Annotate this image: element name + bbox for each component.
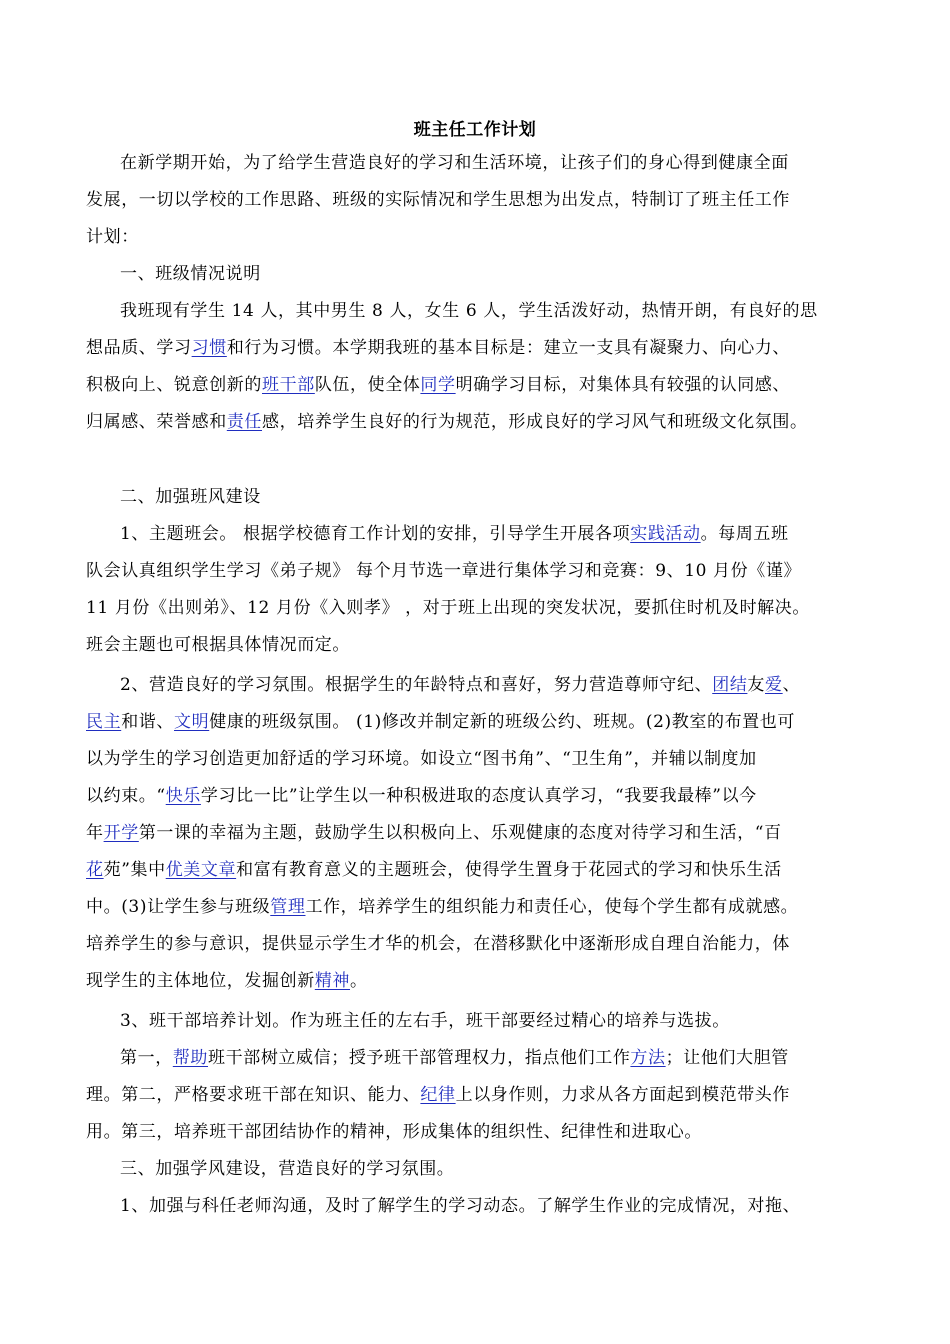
keyword-link[interactable]: 团结 bbox=[712, 675, 748, 695]
text-segment: 在新学期开始，为了给学生营造良好的学习和生活环境，让孩子们的身心得到健康全面 bbox=[120, 153, 789, 173]
paragraph-line bbox=[86, 632, 886, 658]
keyword-link[interactable]: 开学 bbox=[103, 823, 139, 843]
section-heading bbox=[120, 1156, 920, 1182]
keyword-link[interactable]: 责任 bbox=[226, 412, 263, 432]
paragraph-line bbox=[86, 709, 886, 735]
text-segment: 班干部树立威信；授予班干部管理权力，指点他们工作 bbox=[208, 1048, 631, 1068]
text-segment: 上以身作则，力求从各方面起到模范带头作 bbox=[455, 1085, 791, 1105]
text-segment: 1、主题班会。 根据学校德育工作计划的安排，引导学生开展各项 bbox=[120, 524, 631, 544]
text-segment: 和谐、 bbox=[121, 712, 175, 732]
keyword-link[interactable]: 优美文章 bbox=[165, 860, 237, 880]
text-segment: 队会认真组织学生学习《弟子规》 每个月节选一章进行集体学习和竞赛：9、10 月份《谨》 bbox=[86, 561, 802, 581]
paragraph-line bbox=[120, 298, 920, 324]
text-segment: 友 bbox=[747, 675, 766, 695]
paragraph-line bbox=[86, 857, 886, 883]
text-segment: 第一课的幸福为主题，鼓励学生以积极向上、乐观健康的态度对待学习和生活，“百 bbox=[138, 823, 782, 843]
text-segment: 、 bbox=[782, 675, 801, 695]
paragraph-line bbox=[120, 672, 920, 698]
text-segment: 以约束。“ bbox=[86, 786, 166, 806]
paragraph-line bbox=[120, 150, 920, 176]
paragraph-line bbox=[120, 1193, 920, 1219]
text-segment: 和富有教育意义的主题班会，使得学生置身于花园式的学习和快乐生活 bbox=[236, 860, 782, 880]
paragraph-line bbox=[86, 968, 886, 994]
keyword-link[interactable]: 方法 bbox=[630, 1048, 666, 1068]
text-segment: 第一， bbox=[120, 1048, 173, 1068]
text-segment: 二、加强班风建设 bbox=[120, 487, 261, 507]
paragraph-line bbox=[120, 1045, 920, 1071]
text-segment: 和行为习惯。本学期我班的基本目标是：建立一支具有凝聚力、向心力、 bbox=[226, 338, 791, 358]
text-segment: 归属感、荣誉感和 bbox=[86, 412, 227, 432]
paragraph-line bbox=[86, 558, 886, 584]
keyword-link[interactable]: 帮助 bbox=[172, 1048, 209, 1068]
keyword-link[interactable]: 同学 bbox=[420, 375, 456, 395]
text-segment: 计划： bbox=[86, 227, 139, 247]
paragraph-line bbox=[86, 372, 886, 398]
keyword-link[interactable]: 精神 bbox=[314, 971, 351, 991]
text-segment: 健康的班级氛围。 (1)修改并制定新的班级公约、班规。(2)教室的布置也可 bbox=[209, 712, 795, 732]
keyword-link[interactable]: 纪律 bbox=[420, 1085, 456, 1105]
keyword-link[interactable]: 民主 bbox=[86, 712, 122, 732]
keyword-link[interactable]: 班干部 bbox=[262, 375, 315, 395]
text-segment: 培养学生的参与意识，提供显示学生才华的机会，在潜移默化中逐渐形成自理自治能力，体 bbox=[86, 934, 790, 954]
paragraph-line bbox=[86, 224, 886, 250]
text-segment: 。每周五班 bbox=[700, 524, 789, 544]
text-segment: 三、加强学风建设，营造良好的学习氛围。 bbox=[120, 1159, 455, 1179]
text-segment: 理。第二，严格要求班干部在知识、能力、 bbox=[86, 1085, 421, 1105]
text-segment: 一、班级情况说明 bbox=[120, 264, 261, 284]
text-segment: 以为学生的学习创造更加舒适的学习环境。如设立“图书角”、“卫生角”，并辅以制度加 bbox=[86, 749, 757, 769]
text-segment: 明确学习目标，对集体具有较强的认同感、 bbox=[455, 375, 791, 395]
section-heading bbox=[120, 261, 920, 287]
keyword-link[interactable]: 文明 bbox=[174, 712, 210, 732]
text-segment: 年 bbox=[86, 823, 104, 843]
paragraph-line bbox=[86, 1082, 886, 1108]
text-segment: 我班现有学生 14 人，其中男生 8 人，女生 6 人，学生活泼好动，热情开朗，有良好的思 bbox=[120, 301, 818, 321]
paragraph-line bbox=[86, 1119, 886, 1145]
paragraph-line bbox=[120, 1008, 920, 1034]
keyword-link[interactable]: 管理 bbox=[270, 897, 306, 917]
text-segment: 学习比一比”让学生以一种积极进取的态度认真学习，“我要我最棒”以今 bbox=[200, 786, 757, 806]
text-segment: 11 月份《出则弟》、12 月份《入则孝》 ，对于班上出现的突发状况，要抓住时机及时解决。 bbox=[86, 598, 810, 618]
paragraph-line bbox=[86, 187, 886, 213]
text-segment: 1、加强与科任老师沟通，及时了解学生的学习动态。了解学生作业的完成情况，对拖、 bbox=[120, 1196, 801, 1216]
paragraph-line bbox=[86, 335, 886, 361]
paragraph-line bbox=[86, 894, 886, 920]
text-segment: 工作，培养学生的组织能力和责任心，使每个学生都有成就感。 bbox=[305, 897, 799, 917]
paragraph-line bbox=[120, 521, 920, 547]
keyword-link[interactable]: 实践活动 bbox=[630, 524, 701, 544]
keyword-link[interactable]: 快乐 bbox=[165, 786, 201, 806]
keyword-link[interactable]: 花 bbox=[86, 860, 104, 880]
keyword-link[interactable]: 爱 bbox=[765, 675, 783, 695]
section-heading bbox=[120, 484, 920, 510]
text-segment: 3、班干部培养计划。作为班主任的左右手，班干部要经过精心的培养与选拔。 bbox=[120, 1011, 730, 1031]
text-segment: 中。(3)让学生参与班级 bbox=[86, 897, 271, 917]
text-segment: 用。第三，培养班干部团结协作的精神，形成集体的组织性、纪律性和进取心。 bbox=[86, 1122, 702, 1142]
text-segment: ；让他们大胆管 bbox=[665, 1048, 789, 1068]
text-segment: 队伍，使全体 bbox=[314, 375, 421, 395]
page-title: 班主任工作计划 bbox=[413, 120, 537, 140]
text-segment: 现学生的主体地位，发掘创新 bbox=[86, 971, 315, 991]
text-segment: 2、营造良好的学习氛围。根据学生的年龄特点和喜好，努力营造尊师守纪、 bbox=[120, 675, 713, 695]
paragraph-line bbox=[86, 820, 886, 846]
paragraph-line bbox=[86, 931, 886, 957]
text-segment: 苑”集中 bbox=[103, 860, 166, 880]
paragraph-line bbox=[86, 595, 886, 621]
text-segment: 感，培养学生良好的行为规范，形成良好的学习风气和班级文化氛围。 bbox=[262, 412, 808, 432]
keyword-link[interactable]: 习惯 bbox=[191, 338, 227, 358]
paragraph-line bbox=[86, 783, 886, 809]
paragraph-line bbox=[86, 409, 886, 435]
text-segment: 积极向上、锐意创新的 bbox=[86, 375, 262, 395]
text-segment: 班会主题也可根据具体情况而定。 bbox=[86, 635, 350, 655]
text-segment: 想品质、学习 bbox=[86, 338, 192, 358]
text-segment: 发展，一切以学校的工作思路、班级的实际情况和学生思想为出发点，特制订了班主任工作 bbox=[86, 190, 790, 210]
paragraph-line bbox=[86, 746, 886, 772]
text-segment: 。 bbox=[350, 971, 368, 991]
